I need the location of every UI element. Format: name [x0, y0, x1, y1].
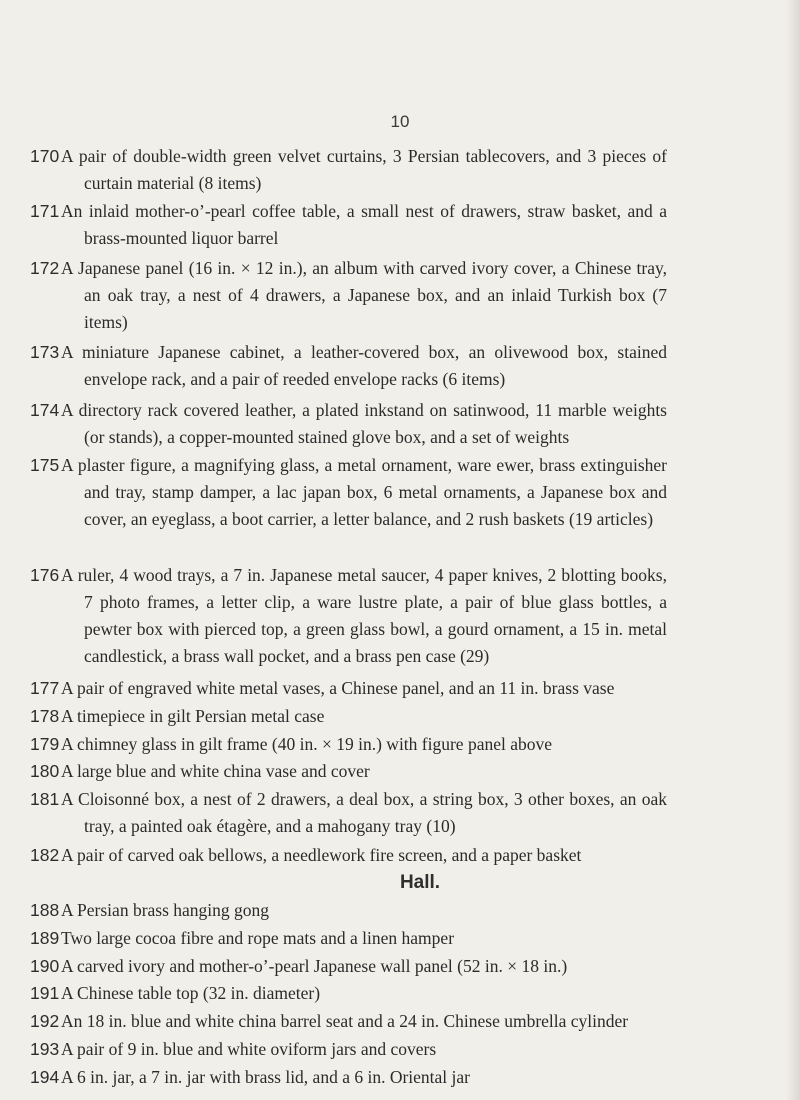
- lot-description: A pair of carved oak bellows, a needlework fire screen, and a paper basket: [61, 845, 582, 865]
- lot-number: 178: [30, 706, 60, 726]
- lot-description: A large blue and white china vase and cover: [61, 761, 370, 781]
- lot-number: 177: [30, 678, 60, 698]
- lot-description: A pair of double-width green velvet curtains, 3 Persian tablecovers, and 3 pieces of curtain material (8 items): [61, 146, 667, 193]
- lot-number: 174: [30, 400, 60, 420]
- lot-description: A Persian brass hanging gong: [61, 900, 270, 920]
- page-number: 10: [390, 112, 410, 131]
- lot-description: A ruler, 4 wood trays, a 7 in. Japanese metal saucer, 4 paper knives, 2 blotting books, 7 photo frames, a letter clip, a ware lustre plate, a pair of blue glass bottles, a pewter box with pierced top, a green glass bowl, a gourd ornament, a 15 in. metal candlestick, a brass wall pocket, and a brass pen case (29): [61, 565, 667, 666]
- lot-number: 172: [30, 258, 60, 278]
- lot-number: 175: [30, 455, 60, 475]
- lot-description: Two large cocoa fibre and rope mats and a linen hamper: [61, 928, 455, 948]
- page-edge-shadow: [786, 0, 800, 1100]
- lot-number: 173: [30, 342, 60, 362]
- lot-description: A directory rack covered leather, a plated inkstand on satinwood, 11 marble weights (or stands), a copper-mounted stained glove box, and a set of weights: [61, 400, 667, 447]
- lot-description: A pair of 9 in. blue and white oviform jars and covers: [61, 1039, 437, 1059]
- lot-number: 193: [30, 1039, 60, 1059]
- lot-number: 189: [30, 928, 60, 948]
- lot-description: A Chinese table top (32 in. diameter): [61, 983, 321, 1003]
- section-heading: Hall.: [399, 872, 441, 893]
- lot-number: 170: [30, 146, 60, 166]
- lot-description: A Cloisonné box, a nest of 2 drawers, a deal box, a string box, 3 other boxes, an oak tray, a painted oak étagère, and a mahogany tray (10): [61, 789, 667, 836]
- lot-number: 171: [30, 201, 60, 221]
- lot-number: 180: [30, 761, 60, 781]
- lot-number: 191: [30, 983, 60, 1003]
- lot-description: An 18 in. blue and white china barrel seat and a 24 in. Chinese umbrella cylinder: [61, 1011, 629, 1031]
- lot-description: A pair of engraved white metal vases, a Chinese panel, and an 11 in. brass vase: [61, 678, 615, 698]
- lot-number: 176: [30, 565, 60, 585]
- lot-description: An inlaid mother-o’-pearl coffee table, a small nest of drawers, straw basket, and a brass-mounted liquor barrel: [61, 201, 667, 248]
- lot-description: A 6 in. jar, a 7 in. jar with brass lid, and a 6 in. Oriental jar: [61, 1067, 470, 1087]
- lot-number: 182: [30, 845, 60, 865]
- lot-number: 192: [30, 1011, 60, 1031]
- lot-description: A timepiece in gilt Persian metal case: [61, 706, 325, 726]
- lot-description: A miniature Japanese cabinet, a leather-covered box, an olivewood box, stained envelope rack, and a pair of reeded envelope racks (6 items): [61, 342, 667, 389]
- lot-description: A chimney glass in gilt frame (40 in. × 19 in.) with figure panel above: [61, 734, 553, 754]
- lot-number: 194: [30, 1067, 60, 1087]
- lot-number: 190: [30, 956, 60, 976]
- lot-description: A Japanese panel (16 in. × 12 in.), an album with carved ivory cover, a Chinese tray, an oak tray, a nest of 4 drawers, a Japanese box, and an inlaid Turkish box (7 items): [61, 258, 667, 332]
- lot-number: 181: [30, 789, 60, 809]
- lot-number: 188: [30, 900, 60, 920]
- lot-number: 179: [30, 734, 60, 754]
- lot-description: A plaster figure, a magnifying glass, a metal ornament, ware ewer, brass extinguisher and tray, stamp damper, a lac japan box, 6 metal ornaments, a Japanese box and cover, an eyeglass, a boot carrier, a letter balance, and 2 rush baskets (19 articles): [61, 455, 667, 529]
- lot-description: A carved ivory and mother-o’-pearl Japanese wall panel (52 in. × 18 in.): [61, 956, 568, 976]
